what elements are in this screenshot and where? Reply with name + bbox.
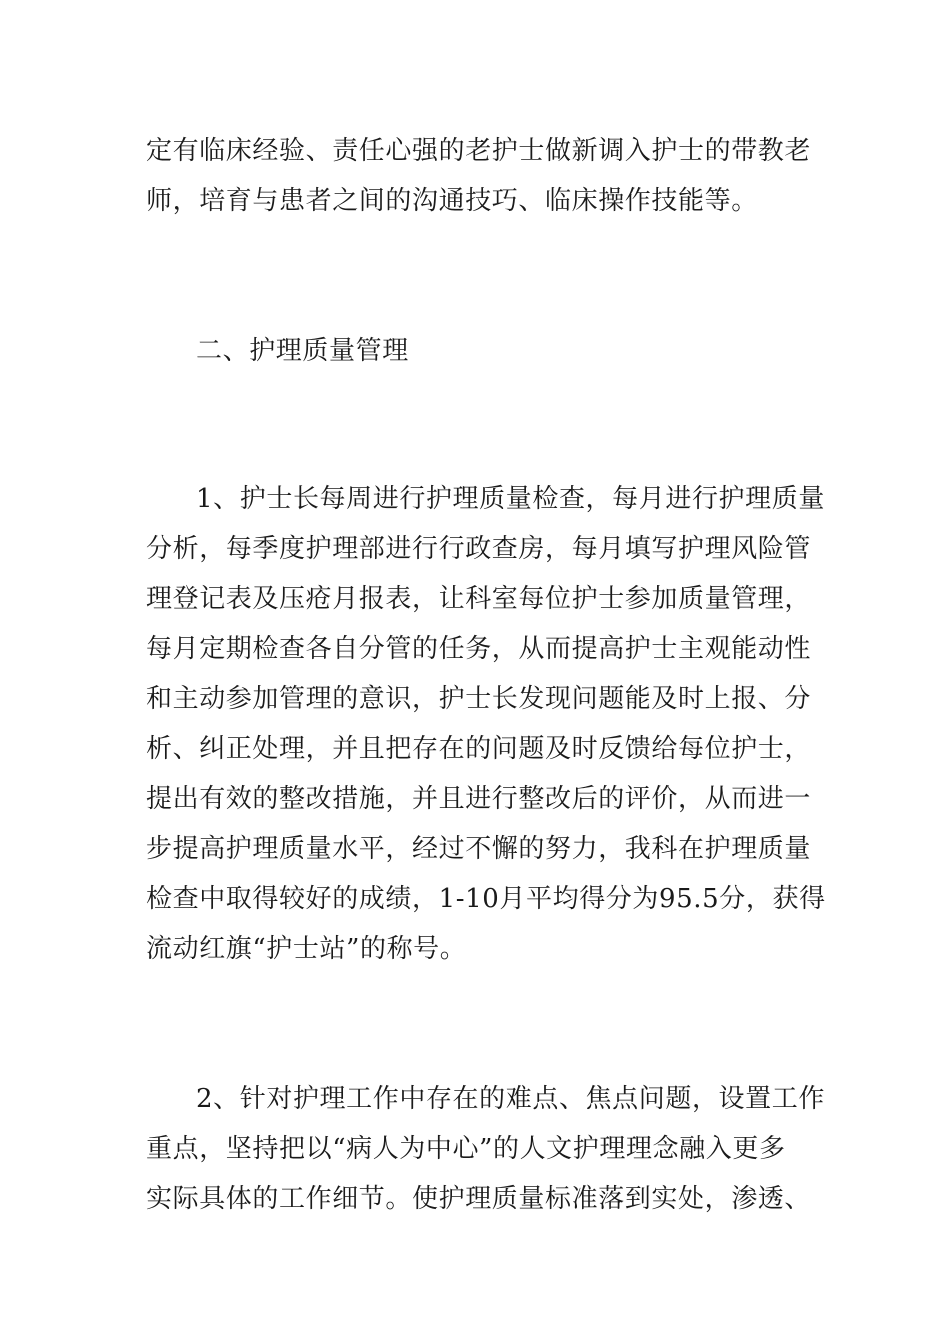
paragraph-line: 流动红旗“护士站”的称号。 xyxy=(146,934,467,964)
paragraph-line: 定有临床经验、责任心强的老护士做新调入护士的带教老 xyxy=(146,136,812,166)
paragraph-line: 每月定期检查各自分管的任务，从而提高护士主观能动性 xyxy=(146,634,812,664)
paragraph-line: 1、护士长每周进行护理质量检查，每月进行护理质量 xyxy=(196,484,825,514)
paragraph-line: 步提高护理质量水平，经过不懈的努力，我科在护理质量 xyxy=(146,834,812,864)
paragraph-line: 师，培育与患者之间的沟通技巧、临床操作技能等。 xyxy=(146,186,758,216)
paragraph-line: 和主动参加管理的意识，护士长发现问题能及时上报、分 xyxy=(146,684,812,714)
section-heading: 二、护理质量管理 xyxy=(196,336,409,366)
paragraph-line: 实际具体的工作细节。使护理质量标准落到实处，渗透、 xyxy=(146,1184,812,1214)
paragraph-line: 检查中取得较好的成绩，1-10月平均得分为95.5分，获得 xyxy=(146,884,826,914)
paragraph-line: 分析，每季度护理部进行行政查房，每月填写护理风险管 xyxy=(146,534,812,564)
paragraph-line: 提出有效的整改措施，并且进行整改后的评价，从而进一 xyxy=(146,784,812,814)
paragraph-line: 理登记表及压疮月报表，让科室每位护士参加质量管理， xyxy=(146,584,812,614)
paragraph-line: 2、针对护理工作中存在的难点、焦点问题，设置工作 xyxy=(196,1084,825,1114)
paragraph-line: 析、纠正处理，并且把存在的问题及时反馈给每位护士， xyxy=(146,734,812,764)
paragraph-line: 重点，坚持把以“病人为中心”的人文护理理念融入更多 xyxy=(146,1134,786,1164)
